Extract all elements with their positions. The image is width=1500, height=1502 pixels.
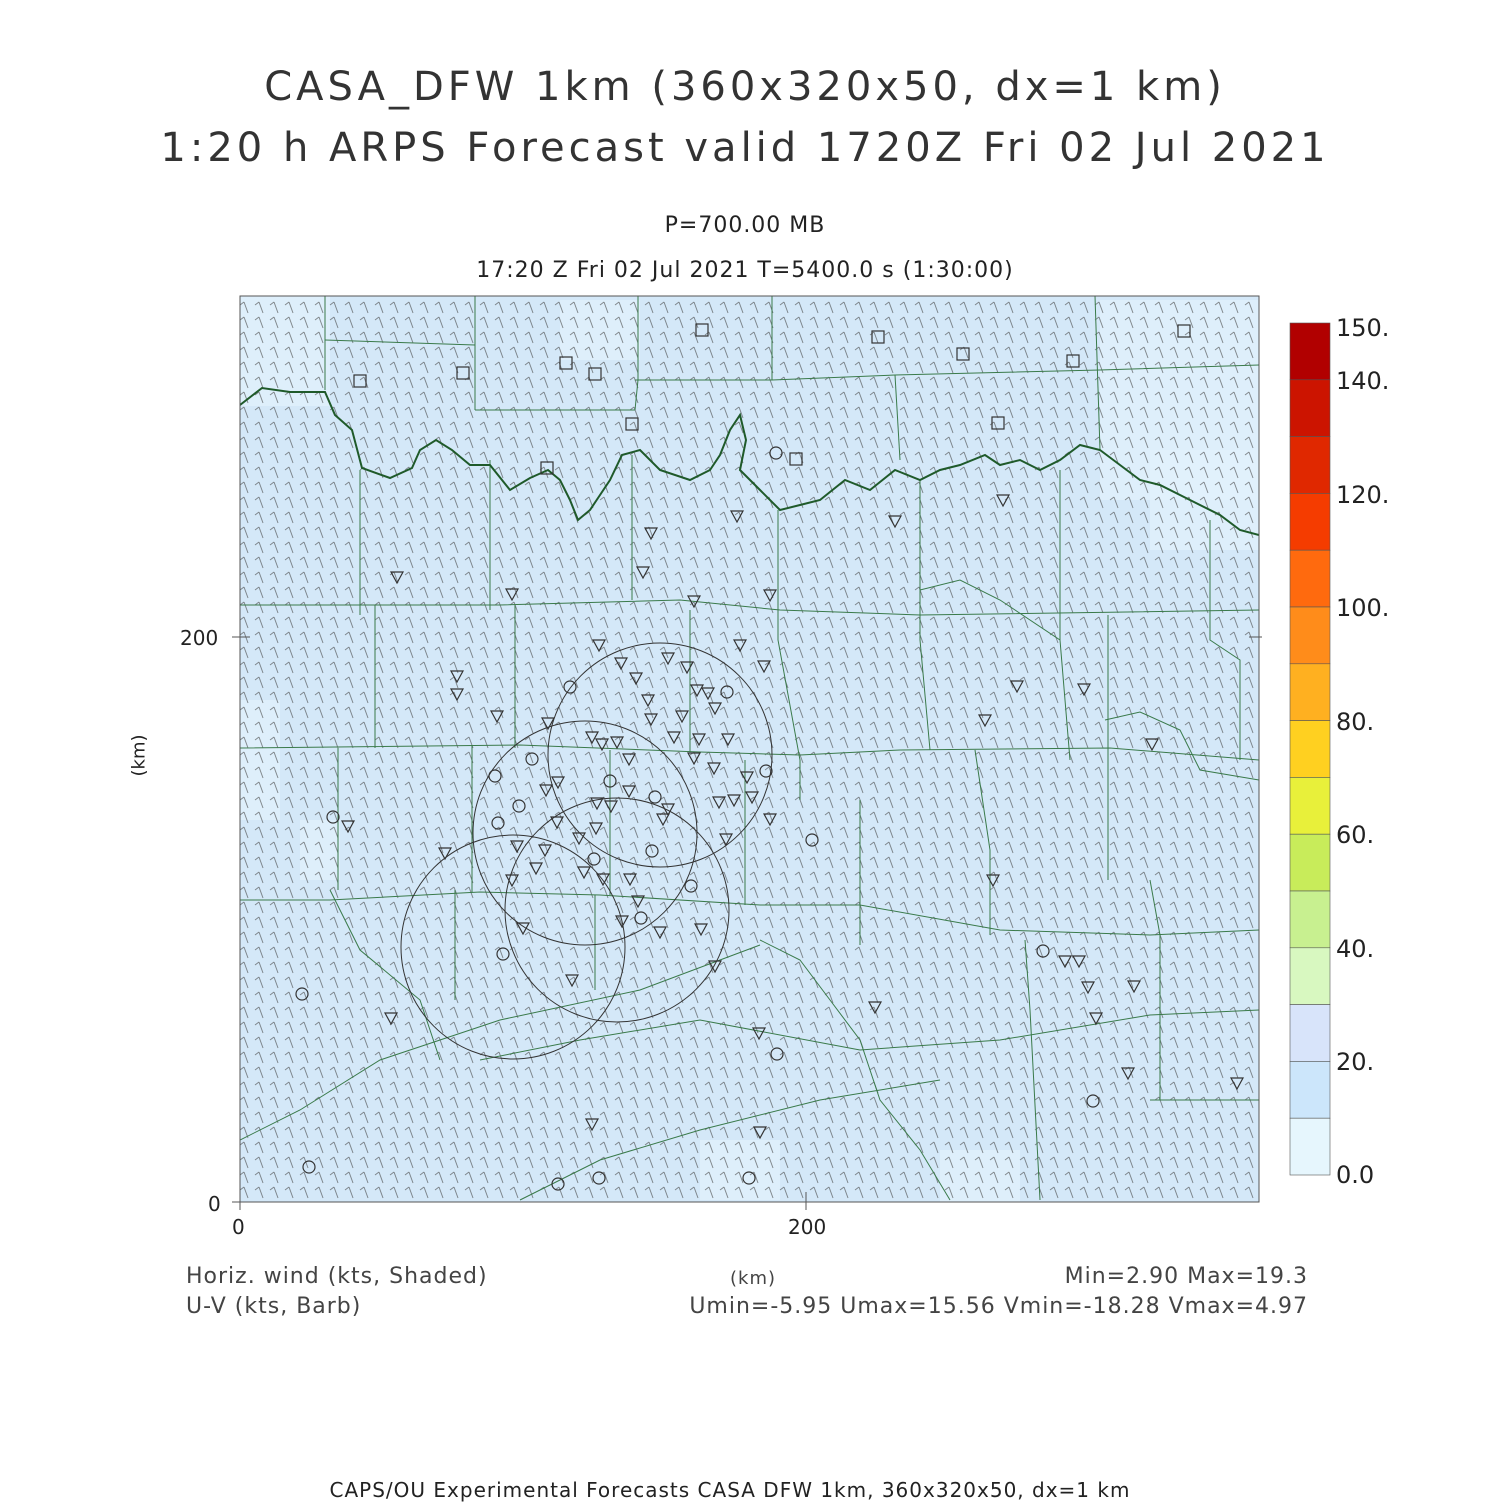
colorbar-segment [1290,323,1330,380]
colorbar-segment [1290,891,1330,948]
colorbar-label-60: 60. [1336,821,1375,849]
colorbar-segment [1290,834,1330,891]
footer-uv-stats: Umin=-5.95 Umax=15.56 Vmin=-18.28 Vmax=4.97 [689,1294,1308,1319]
colorbar-segment [1290,948,1330,1005]
y-axis-label: (km) [128,734,150,777]
colorbar-segment [1290,607,1330,664]
title-line-2: 1:20 h ARPS Forecast valid 1720Z Fri 02 Jul 2021 [160,125,1330,171]
colorbar [1290,323,1330,1175]
footer-barb-label: U-V (kts, Barb) [186,1294,362,1319]
colorbar-segment [1290,380,1330,437]
y-tick-200: 200 [180,626,219,650]
valid-time-label: 17:20 Z Fri 02 Jul 2021 T=5400.0 s (1:30:00) [476,258,1014,283]
colorbar-segment [1290,437,1330,494]
colorbar-label-140: 140. [1336,367,1390,395]
colorbar-segment [1290,664,1330,721]
colorbar-label-150: 150. [1336,314,1390,342]
x-tick-200: 200 [788,1215,827,1239]
light-shade-patch [240,296,330,406]
colorbar-segment [1290,1118,1330,1175]
colorbar-label-0: 0.0 [1336,1161,1375,1189]
colorbar-label-100: 100. [1336,594,1390,622]
footer-shaded-label: Horiz. wind (kts, Shaded) [186,1264,488,1289]
colorbar-segment [1290,1005,1330,1062]
colorbar-label-120: 120. [1336,481,1390,509]
light-shade-patch [560,300,640,360]
colorbar-segment [1290,493,1330,550]
colorbar-label-20: 20. [1336,1048,1375,1076]
y-tick-0: 0 [208,1192,221,1216]
colorbar-label-40: 40. [1336,935,1375,963]
colorbar-segment [1290,550,1330,607]
x-axis-label: (km) [730,1268,777,1289]
light-shade-patch [1150,450,1259,550]
title-line-1: CASA_DFW 1km (360x320x50, dx=1 km) [264,64,1226,110]
colorbar-segment [1290,721,1330,778]
colorbar-segment [1290,777,1330,834]
colorbar-label-80: 80. [1336,708,1375,736]
footer-min-max: Min=2.90 Max=19.3 [1064,1264,1308,1289]
credit-line: CAPS/OU Experimental Forecasts CASA DFW 1km, 360x320x50, dx=1 km [329,1478,1131,1502]
level-label: P=700.00 MB [664,213,826,238]
colorbar-segment [1290,1061,1330,1118]
x-tick-0: 0 [232,1215,245,1239]
